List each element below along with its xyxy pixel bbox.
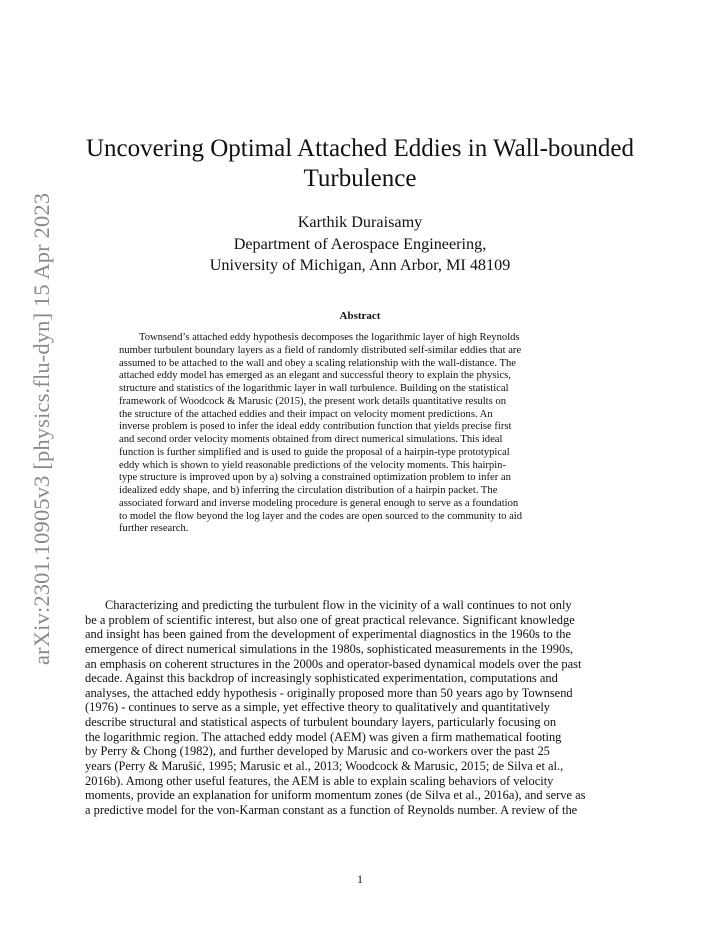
arxiv-identifier: arXiv:2301.10905v3 [physics.flu-dyn] 15 Apr 2023 <box>29 192 54 665</box>
body-line: by Perry & Chong (1982), and further developed by Marusic and co-workers over the past 25 <box>85 744 550 759</box>
body-line: moments, provide an explanation for uniform momentum zones (de Silva et al., 2016a), and serve as <box>85 788 586 803</box>
abstract-line: the structure of the attached eddies and their impact on velocity moment predictions. An <box>119 408 493 420</box>
abstract-line: further research. <box>119 523 189 535</box>
introduction-paragraph <box>85 598 636 818</box>
body-line: decade. Against this backdrop of increasingly sophisticated experimentation, computations and <box>85 671 558 686</box>
author-block <box>80 212 640 277</box>
author-name: Karthik Duraisamy <box>297 213 423 231</box>
abstract-line: function is further simplified and is used to guide the proposal of a hairpin-type prototypical <box>119 446 510 458</box>
body-line: describe structural and statistical aspects of turbulent boundary layers, particularly focusing on <box>85 715 557 730</box>
body-line: the logarithmic region. The attached eddy model (AEM) was given a firm mathematical footing <box>85 729 562 744</box>
abstract-line: structure and statistics of the logarithmic layer in wall turbulence. Building on the statistical <box>119 383 509 394</box>
body-line: emergence of direct numerical simulations in the 1980s, sophisticated measurements in the 1990s, <box>85 641 574 656</box>
abstract-line: eddy which is shown to yield reasonable predictions of the velocity moments. This hairpin- <box>119 459 506 471</box>
paper-title-line: Turbulence <box>303 165 417 192</box>
abstract-line: and second order velocity moments obtained from direct numerical simulations. This ideal <box>119 434 503 445</box>
arxiv-identifier-margin <box>9 192 54 665</box>
body-line: Characterizing and predicting the turbulent flow in the vicinity of a wall continues to not only <box>105 598 572 612</box>
abstract-heading: Abstract <box>339 310 381 322</box>
body-line: be a problem of scientific interest, but also one of great practical relevance. Significant knowledge <box>85 612 575 627</box>
abstract-line: assumed to be attached to the wall and obey a scaling relationship with the wall-distance. The <box>119 357 516 369</box>
body-line: (1976) - continues to serve as a simple, yet effective theory to qualitatively and quantitatively <box>85 700 550 715</box>
body-line: analyses, the attached eddy hypothesis - originally proposed more than 50 years ago by Townsend <box>85 685 573 700</box>
body-line: a predictive model for the von-Karman constant as a function of Reynolds number. A review of the <box>85 802 578 817</box>
abstract-line: Townsend’s attached eddy hypothesis decomposes the logarithmic layer of high Reynolds <box>139 332 520 343</box>
abstract-line: attached eddy model has emerged as an elegant and successful theory to explain the physics, <box>119 370 511 382</box>
paper-title <box>80 134 640 194</box>
abstract-line: associated forward and inverse modeling procedure is general enough to serve as a foundation <box>119 497 519 509</box>
body-line: and insight has been gained from the development of experimental diagnostics in the 1960s to the <box>85 627 571 642</box>
abstract-line: framework of Woodcock & Marusic (2015), the present work details quantitative results on <box>119 395 506 407</box>
abstract-line: to model the flow beyond the log layer and the codes are open sourced to the community to aid <box>119 510 523 522</box>
body-line: 2016b). Among other useful features, the AEM is able to explain scaling behaviors of velocity <box>85 773 554 788</box>
abstract-line: inverse problem is posed to infer the ideal eddy contribution function that yields precise first <box>119 421 512 433</box>
page-number: 1 <box>357 872 363 886</box>
abstract-line: type structure is improved upon by a) solving a constrained optimization problem to infer an <box>119 472 511 484</box>
affiliation-line: University of Michigan, Ann Arbor, MI 48109 <box>209 256 511 274</box>
abstract-line: idealized eddy shape, and b) inferring the circulation distribution of a hairpin packet. The <box>119 485 498 496</box>
affiliation-line: Department of Aerospace Engineering, <box>233 234 487 253</box>
paper-title-line: Uncovering Optimal Attached Eddies in Wall-bounded <box>85 135 635 162</box>
body-line: years (Perry & Marušić, 1995; Marusic et al., 2013; Woodcock & Marusic, 2015; de Silva et al., <box>85 759 564 774</box>
abstract-line: number turbulent boundary layers as a field of randomly distributed self-similar eddies that are <box>119 344 522 356</box>
abstract-body <box>119 332 602 536</box>
body-line: an emphasis on coherent structures in the 2000s and operator-based dynamical models over the past <box>85 656 582 671</box>
